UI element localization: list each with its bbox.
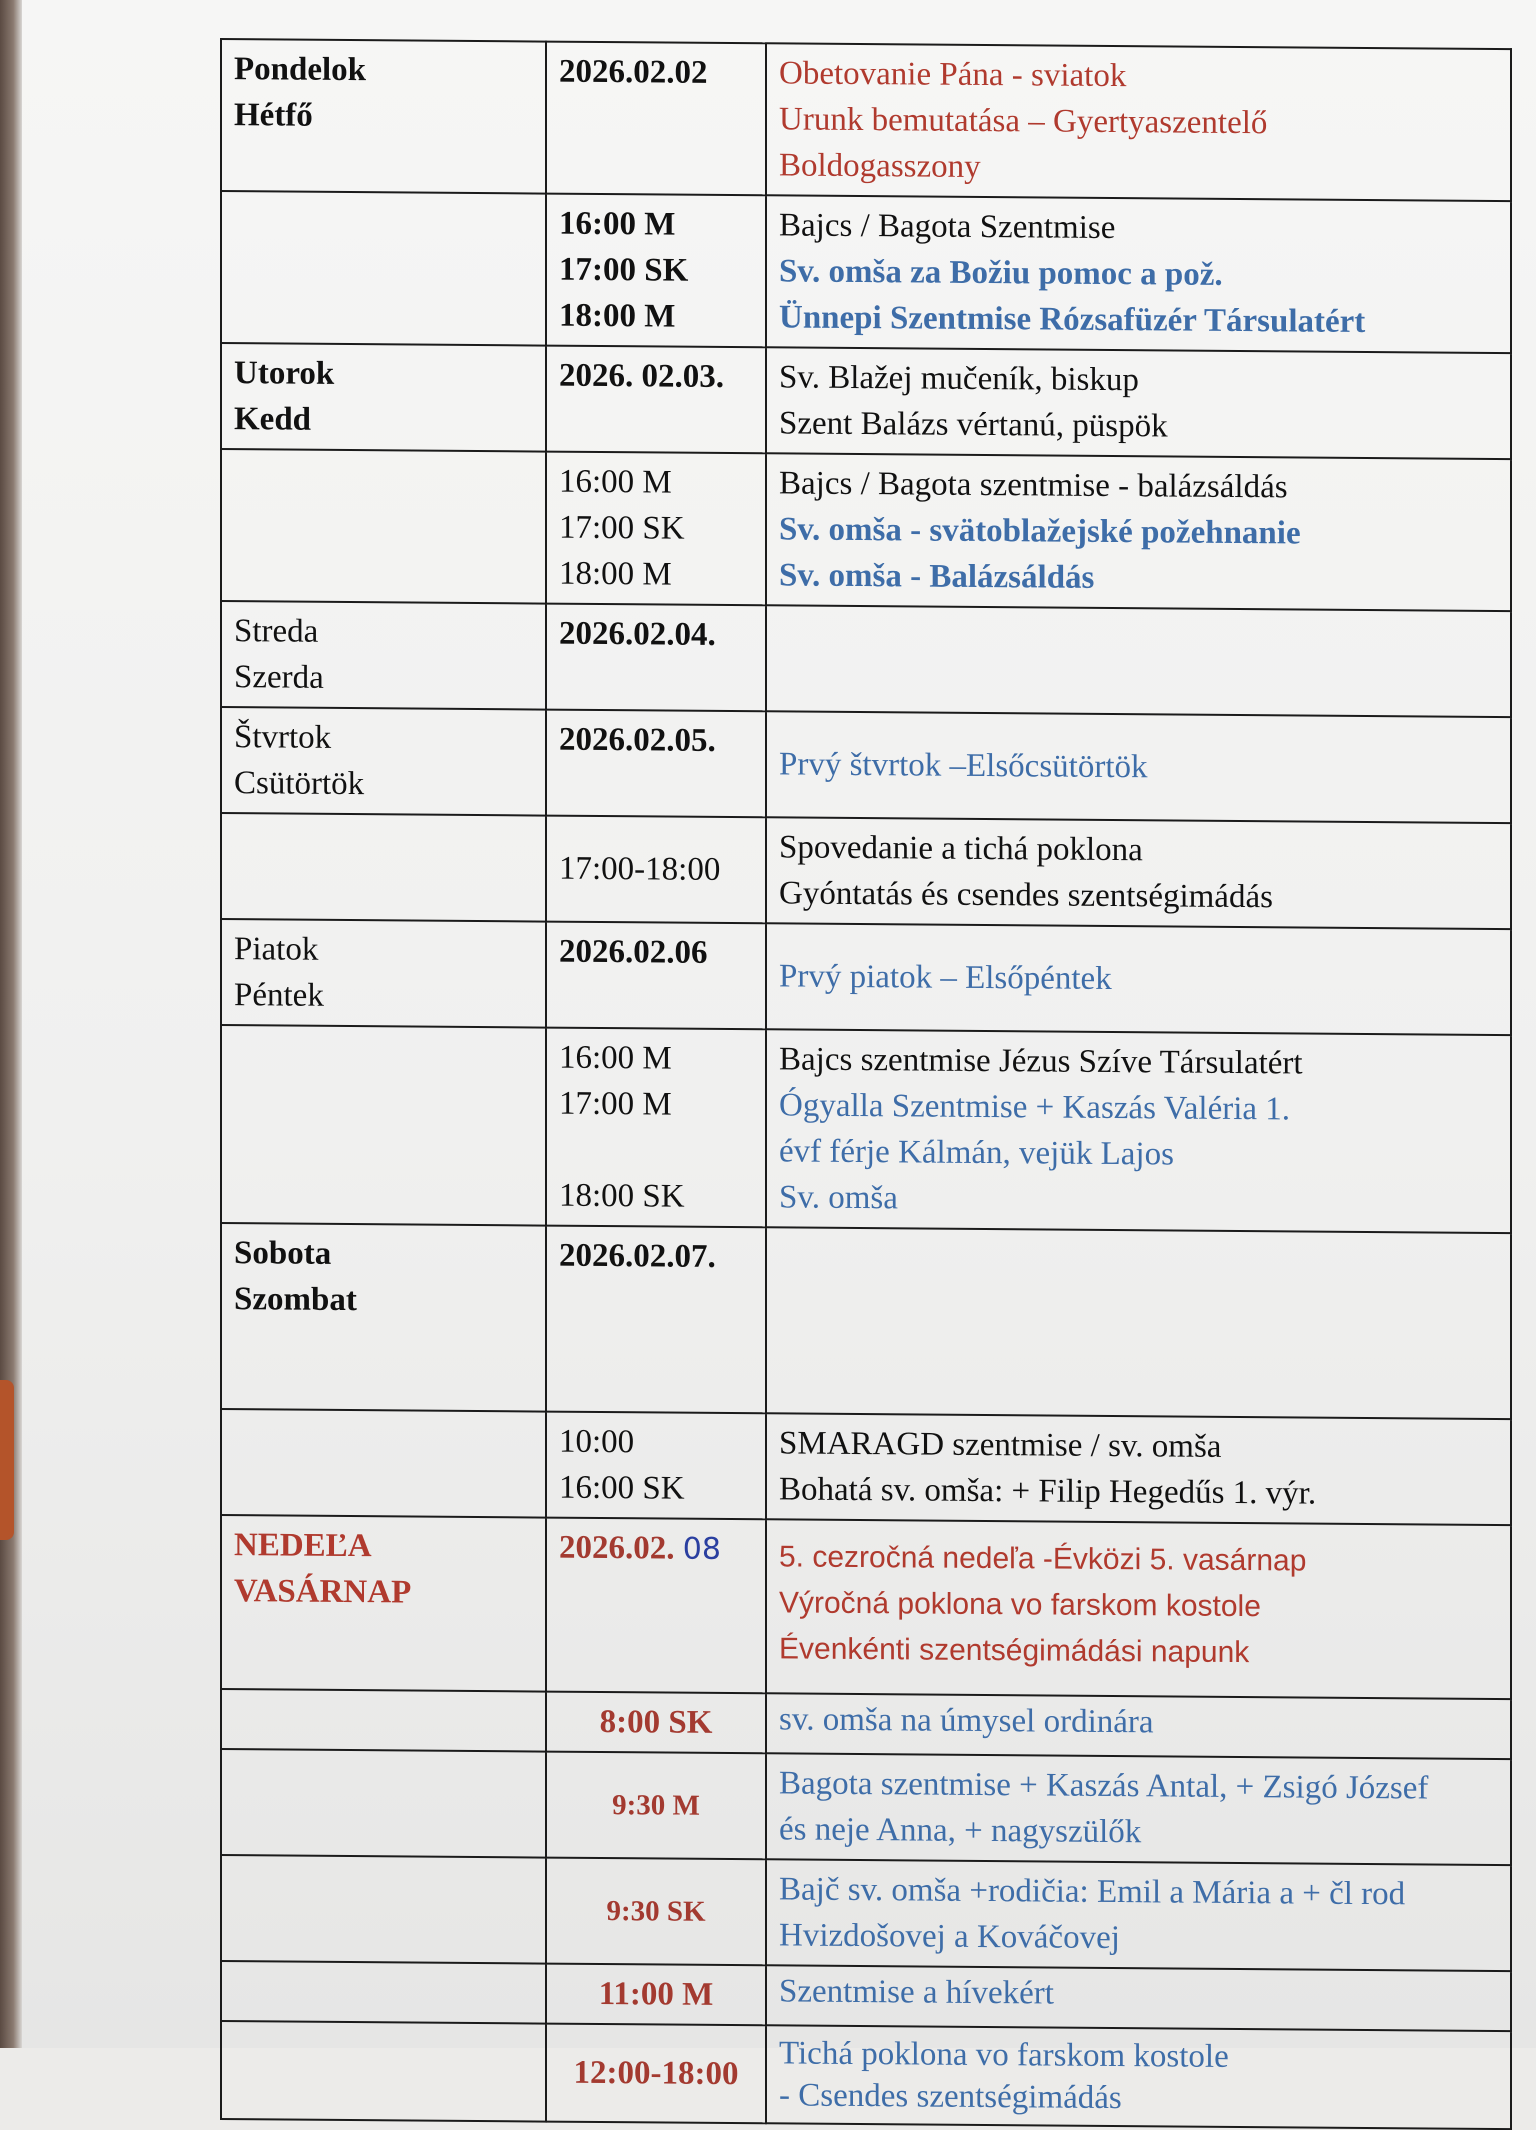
- event-cell: [766, 2025, 1511, 2129]
- feast-line: Obetovanie Pána - sviatok: [779, 55, 1127, 95]
- event-line: Gyóntatás és csendes szentségimádás: [779, 875, 1273, 916]
- date-thursday: 2026.02.05.: [546, 710, 766, 818]
- times-monday: [546, 194, 766, 348]
- empty-cell: [221, 191, 546, 346]
- event-line: Bagota szentmise + Kaszás Antal, + Zsigó József: [779, 1765, 1429, 1807]
- time-slot: 9:30 SK: [546, 1858, 766, 1966]
- day-hu: Csütörtök: [234, 765, 365, 803]
- times-saturday: [546, 1412, 766, 1520]
- event-line: Sv. omša - Balázsáldás: [779, 557, 1095, 596]
- empty-cell: [221, 1961, 546, 2024]
- empty-cell: [766, 1227, 1511, 1419]
- time-slot: 17:00 SK: [559, 251, 689, 289]
- times-friday: [546, 1028, 766, 1228]
- row-tuesday-masses: [221, 449, 1511, 611]
- day-sk: Pondelok: [234, 51, 367, 89]
- day-sk: Utorok: [234, 355, 335, 392]
- day-hu: Szerda: [234, 659, 324, 696]
- event-line: sv. omša na úmysel ordinára: [766, 1693, 1511, 1759]
- date-friday: 2026.02.06: [546, 922, 766, 1030]
- events-monday: [766, 195, 1511, 353]
- day-name-friday: [221, 919, 546, 1028]
- feast-tuesday: [766, 347, 1511, 459]
- events-tuesday: [766, 453, 1511, 611]
- row-sunday-mass-2: [221, 1749, 1511, 1865]
- date-printed: 2026.02.: [559, 1529, 683, 1567]
- day-sk: Streda: [234, 613, 319, 650]
- time-slot: 8:00 SK: [546, 1692, 766, 1754]
- time-slot: 17:00 SK: [559, 509, 685, 547]
- feast-thursday: Prvý štvrtok –Elsőcsütörtök: [766, 711, 1511, 823]
- time-slot: 16:00 M: [559, 463, 672, 501]
- event-line: évf férje Kálmán, vejük Lajos: [779, 1133, 1174, 1173]
- day-name-tuesday: [221, 343, 546, 452]
- times-thursday: 17:00-18:00: [546, 816, 766, 924]
- row-friday-masses: [221, 1025, 1511, 1233]
- time-slot: 16:00 SK: [559, 1469, 685, 1507]
- event-cell: [766, 1859, 1511, 1971]
- feast-sunday: [766, 1519, 1511, 1699]
- date-sunday: [546, 1518, 766, 1694]
- empty-cell: [221, 2021, 546, 2122]
- time-slot: 18:00 M: [559, 297, 676, 335]
- empty-cell: [221, 449, 546, 604]
- time-slot: 18:00 SK: [559, 1177, 685, 1215]
- empty-cell: [221, 1855, 546, 1964]
- empty-cell: [221, 1025, 546, 1226]
- day-name-thursday: [221, 707, 546, 816]
- day-name-wednesday: [221, 601, 546, 710]
- day-hu: Hétfő: [234, 97, 313, 134]
- events-thursday: [766, 817, 1511, 929]
- time-slot: 10:00: [559, 1423, 635, 1461]
- times-tuesday: [546, 452, 766, 606]
- row-monday-masses: [221, 191, 1511, 353]
- row-thursday-header: [221, 707, 1511, 823]
- day-name-sunday: [221, 1515, 546, 1692]
- feast-line: Urunk bemutatása – Gyertyaszentelő: [779, 101, 1268, 142]
- date-wednesday: 2026.02.04.: [546, 604, 766, 712]
- time-slot: 9:30 M: [546, 1752, 766, 1860]
- row-sunday-mass-3: [221, 1855, 1511, 1971]
- day-sk: Sobota: [234, 1235, 332, 1272]
- feast-line: Sv. Blažej mučeník, biskup: [779, 359, 1139, 399]
- day-hu: Szombat: [234, 1281, 357, 1319]
- time-slot: 17:00 M: [559, 1085, 672, 1123]
- empty-cell: [221, 1689, 546, 1752]
- event-line: Bajcs / Bagota Szentmise: [779, 207, 1116, 247]
- feast-line: Szent Balázs vértanú, püspök: [779, 405, 1168, 445]
- row-sunday-mass-4: [221, 1961, 1511, 2031]
- row-saturday-masses: [221, 1409, 1511, 1525]
- feast-friday: Prvý piatok – Elsőpéntek: [766, 923, 1511, 1035]
- event-line: és neje Anna, + nagyszülők: [779, 1811, 1142, 1851]
- day-sk: Štvrtok: [234, 719, 332, 756]
- day-sk: Piatok: [234, 931, 319, 968]
- events-friday: [766, 1029, 1511, 1233]
- event-line: Bohatá sv. omša: + Filip Hegedűs 1. výr.: [779, 1471, 1317, 1512]
- row-sunday-header: [221, 1515, 1511, 1699]
- event-line: Ünnepi Szentmise Rózsafüzér Társulatért: [779, 299, 1366, 340]
- time-slot: 18:00 M: [559, 555, 672, 593]
- row-sunday-mass-1: [221, 1689, 1511, 1759]
- event-line: - Csendes szentségimádás: [779, 2077, 1122, 2117]
- empty-cell: [221, 1409, 546, 1518]
- event-line: Hvizdošovej a Kováčovej: [779, 1917, 1120, 1957]
- day-hu: Kedd: [234, 401, 312, 438]
- event-line: Bajcs szentmise Jézus Szíve Társulatért: [779, 1041, 1303, 1082]
- event-line: Spovedanie a tichá poklona: [779, 829, 1143, 869]
- feast-line: Évenkénti szentségimádási napunk: [779, 1632, 1250, 1670]
- time-slot: 16:00 M: [559, 1039, 672, 1077]
- day-name-saturday: [221, 1223, 546, 1412]
- row-saturday-header: [221, 1223, 1511, 1419]
- event-line: Sv. omša za Božiu pomoc a pož.: [779, 253, 1223, 293]
- row-monday-header: [221, 39, 1511, 201]
- day-sk: NEDEĽA: [234, 1527, 372, 1565]
- event-line: Szentmise a hívekért: [766, 1965, 1511, 2031]
- date-tuesday: 2026. 02.03.: [546, 346, 766, 454]
- row-tuesday-header: [221, 343, 1511, 459]
- paper-sheet: [22, 0, 1536, 2117]
- time-slot: 12:00-18:00: [546, 2024, 766, 2124]
- feast-line: Boldogasszony: [779, 147, 981, 185]
- events-saturday: [766, 1413, 1511, 1525]
- feast-monday: [766, 43, 1511, 201]
- row-wednesday: [221, 601, 1511, 717]
- empty-cell: [766, 605, 1511, 717]
- time-slot: 11:00 M: [546, 1964, 766, 2026]
- event-line: Sv. omša - svätoblažejské požehnanie: [779, 511, 1301, 552]
- time-slot: 16:00 M: [559, 205, 676, 243]
- row-friday-header: [221, 919, 1511, 1035]
- day-name-monday: [221, 39, 546, 194]
- event-line: Ógyalla Szentmise + Kaszás Valéria 1.: [779, 1087, 1291, 1128]
- event-line: SMARAGD szentmise / sv. omša: [779, 1425, 1222, 1465]
- event-cell: [766, 1753, 1511, 1865]
- background-edge: [0, 0, 22, 2048]
- date-saturday: 2026.02.07.: [546, 1226, 766, 1414]
- event-line: Bajč sv. omša +rodičia: Emil a Mária a + čl rod: [779, 1871, 1406, 1913]
- empty-cell: [221, 813, 546, 922]
- feast-line: 5. cezročná nedeľa -Évközi 5. vasárnap: [779, 1540, 1307, 1578]
- day-hu: VASÁRNAP: [234, 1573, 412, 1611]
- background-object: [0, 1380, 14, 1540]
- event-line: Tichá poklona vo farskom kostole: [779, 2035, 1229, 2075]
- event-line: Sv. omša: [779, 1179, 898, 1217]
- day-hu: Péntek: [234, 977, 324, 1014]
- event-line: Bajcs / Bagota szentmise - balázsáldás: [779, 465, 1288, 506]
- date-monday: 2026.02.02: [546, 42, 766, 196]
- empty-cell: [221, 1749, 546, 1858]
- weekly-schedule-table: [220, 38, 1512, 2130]
- row-sunday-adoration: [221, 2021, 1511, 2129]
- row-thursday-events: [221, 813, 1511, 929]
- feast-line: Výročná poklona vo farskom kostole: [779, 1586, 1261, 1624]
- date-handwritten: 08: [682, 1531, 721, 1567]
